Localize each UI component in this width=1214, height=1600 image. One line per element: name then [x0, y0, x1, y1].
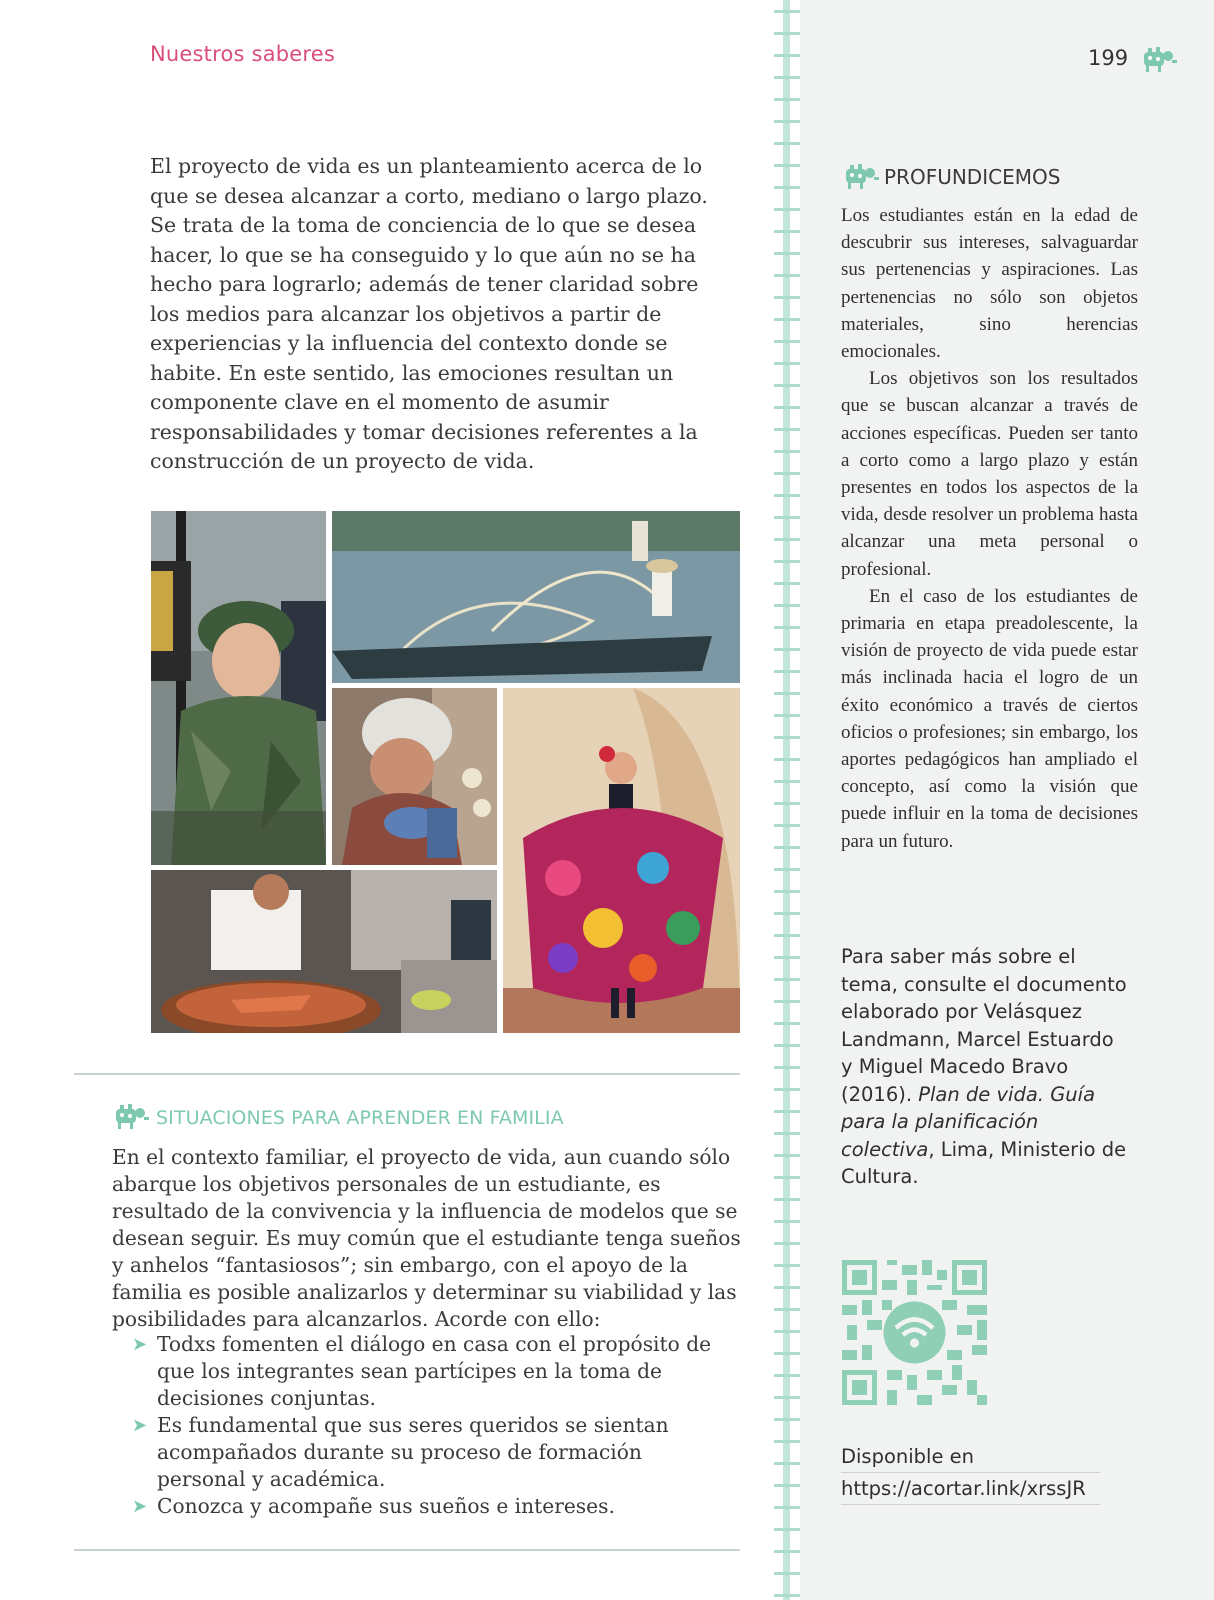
list-item [132, 1493, 732, 1520]
glyph-ornament-icon [110, 1103, 150, 1131]
sidebar-paragraph: Los objetivos son los resultados que se buscan alcanzar a través de acciones específicas. Pueden ser tanto a corto como a largo plazo y están presentes en todos los aspectos de la vida, desde resolver un problema hasta alcanzar una meta personal o profesional. [841, 368, 1138, 580]
list-item-text: Es fundamental que sus seres queridos se sientan acompañados durante su proceso de formación personal y académica. [157, 1413, 669, 1491]
availability-note [841, 1441, 1100, 1505]
sidebar-paragraph: En el caso de los estudiantes de primaria en etapa preadolescente, la visión de proyecto de vida puede estar más inclinada hacia el logro de un éxito económico a través de ciertos oficios o profesiones; sin embargo, los aportes pedagógicos han ampliado el concepto, así como la visión que puede influir en la toma de decisiones para un futuro. [841, 585, 1138, 852]
page-number: 199 [1088, 46, 1129, 70]
reference-note [841, 943, 1131, 1191]
list-item-text: Conozca y acompañe sus sueños e intereses. [157, 1494, 615, 1518]
arrow-bullet-icon: ➤ [132, 1496, 148, 1517]
photo-artisan [332, 688, 497, 865]
reference-title: Plan de vida. Guía para la planificación colectiva [841, 1082, 1096, 1161]
available-label: Disponible en [841, 1441, 1100, 1473]
family-bullet-list [132, 1331, 732, 1520]
photo-dancer [503, 688, 740, 1033]
reference-publisher: , Lima, Ministerio de Cultura. [841, 1137, 1127, 1188]
sidebar-body [841, 202, 1138, 855]
section-divider-bottom [74, 1549, 740, 1551]
photo-soldier [151, 511, 326, 865]
list-item [132, 1412, 732, 1493]
reference-intro: Para saber más sobre el tema, consulte el documento elaborado por Velásquez Landmann, Marcel Estuardo y Miguel Macedo Bravo (2016). [841, 945, 1127, 1106]
family-section-heading: SITUACIONES PARA APRENDER EN FAMILIA [156, 1107, 564, 1129]
sidebar-heading: PROFUNDICEMOS [884, 165, 1061, 189]
decorative-border [774, 0, 800, 1600]
glyph-ornament-icon [1138, 46, 1178, 74]
qr-code-icon[interactable] [842, 1260, 987, 1405]
photo-cook [151, 870, 497, 1033]
intro-paragraph: El proyecto de vida es un planteamiento acerca de lo que se desea alcanzar a corto, mediano o largo plazo. Se trata de la toma de conciencia de lo que se desea hacer, lo que se ha conseguido y lo que aún no se ha hecho para lograrlo; además de tener claridad sobre los medios para alcanzar los objetivos a partir de experiencias y la influencia del contexto donde se habite. En este sentido, las emociones resultan un componente clave en el momento de asumir responsabilidades y tomar decisiones referentes a la construcción de un proyecto de vida. [150, 154, 708, 473]
section-divider-top [74, 1073, 740, 1075]
available-link[interactable]: https://acortar.link/xrssJR [841, 1473, 1100, 1505]
list-item [132, 1331, 732, 1412]
glyph-ornament-icon [840, 163, 880, 191]
list-item-text: Todxs fomenten el diálogo en casa con el propósito de que los integrantes sean partícipes en la toma de decisiones conjuntas. [157, 1332, 712, 1410]
arrow-bullet-icon: ➤ [132, 1334, 148, 1355]
family-section-paragraph: En el contexto familiar, el proyecto de vida, aun cuando sólo abarque los objetivos personales de un estudiante, es resultado de la convivencia y la influencia de modelos que se desean seguir. Es muy común que el estudiante tenga sueños y anhelos “fantasiosos”; sin embargo, con el apoyo de la familia es posible analizarlos y determinar su viabilidad y las posibilidades para alcanzarlos. Acorde con ello: [112, 1145, 741, 1331]
sidebar-paragraph: Los estudiantes están en la edad de descubrir sus intereses, salvaguardar sus pertenencias y aspiraciones. Las pertenencias no sólo son objetos materiales, sino herencias emocionales. [841, 205, 1138, 363]
running-head: Nuestros saberes [150, 42, 336, 66]
arrow-bullet-icon: ➤ [132, 1415, 148, 1436]
photo-fisherman [332, 511, 740, 683]
